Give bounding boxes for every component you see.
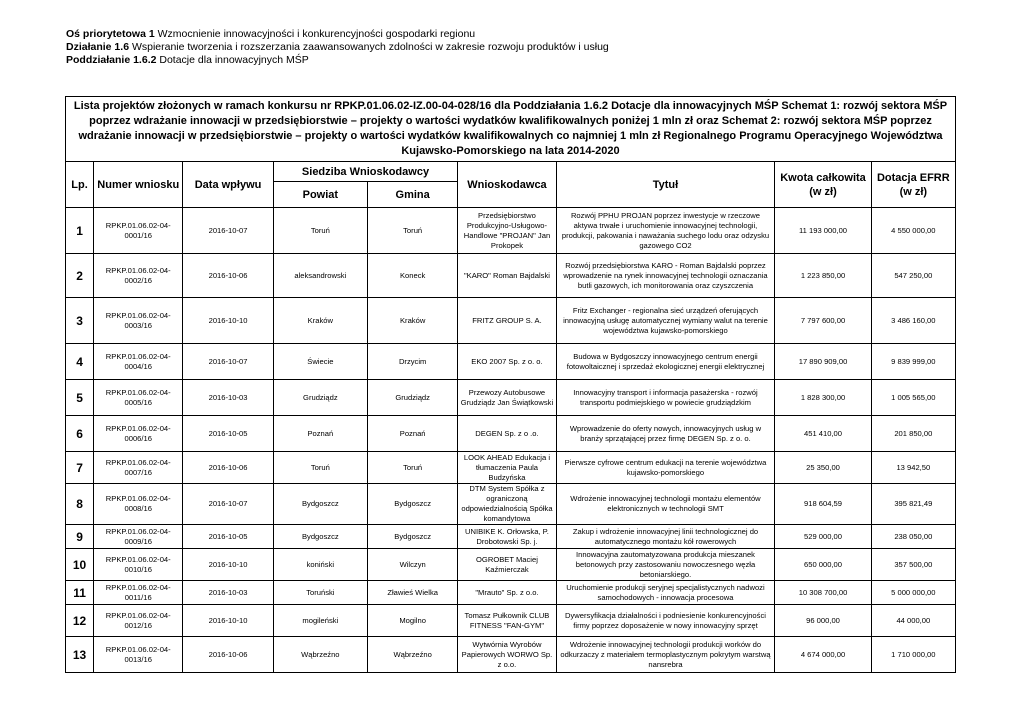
table-row xyxy=(66,254,956,298)
cell-applicant: "KARO" Roman Bajdalski xyxy=(458,254,556,298)
cell-submission-date: 2016-10-06 xyxy=(183,637,273,673)
table-row xyxy=(66,380,956,416)
cell-application-number: RPKP.01.06.02-04-0005/16 xyxy=(94,380,183,416)
priority-axis-label: Oś priorytetowa 1 xyxy=(66,28,155,40)
cell-submission-date: 2016-10-03 xyxy=(183,380,273,416)
col-header-seat: Siedziba Wnioskodawcy xyxy=(273,162,458,182)
cell-total-amount: 7 797 600,00 xyxy=(775,298,871,344)
cell-efrr-grant: 238 050,00 xyxy=(871,525,955,549)
col-header-efrr: Dotacja EFRR (w zł) xyxy=(871,162,955,208)
cell-application-number: RPKP.01.06.02-04-0011/16 xyxy=(94,581,183,605)
cell-project-title: Wprowadzenie do oferty nowych, innowacyjnych usług w branży sprzątającej przez firmę DEGEN Sp. z o. o. xyxy=(556,416,775,452)
cell-project-title: Dywersyfikacja działalności i podniesienie konkurencyjności firmy poprzez doposażenie w nowy innowacyjny sprzęt xyxy=(556,605,775,637)
cell-project-title: Rozwój przedsiębiorstwa KARO - Roman Bajdalski poprzez wprowadzenie na rynek innowacyjnej technologii oznaczania butli gazowych, ich monitorowania oraz czyszczenia xyxy=(556,254,775,298)
cell-row-number: 5 xyxy=(66,380,94,416)
cell-commune: Toruń xyxy=(368,208,458,254)
cell-project-title: Innowacyjny transport i informacja pasażerska - rozwój transportu podmiejskiego w powiecie grudziądzkim xyxy=(556,380,775,416)
cell-county: koniński xyxy=(273,549,367,581)
cell-submission-date: 2016-10-07 xyxy=(183,208,273,254)
cell-efrr-grant: 1 005 565,00 xyxy=(871,380,955,416)
cell-applicant: DTM System Spółka z ograniczoną odpowiedzialnością Spółka komandytowa xyxy=(458,484,556,525)
action-text: Wspieranie tworzenia i rozszerzania zaawansowanych zdolności w zakresie rozwoju produktów i usług xyxy=(131,41,609,53)
cell-commune: Bydgoszcz xyxy=(368,484,458,525)
cell-efrr-grant: 201 850,00 xyxy=(871,416,955,452)
action-label: Działanie 1.6 xyxy=(66,41,130,53)
table-row xyxy=(66,549,956,581)
cell-commune: Grudziądz xyxy=(368,380,458,416)
cell-efrr-grant: 395 821,49 xyxy=(871,484,955,525)
cell-county: Toruń xyxy=(273,452,367,484)
cell-county: Toruński xyxy=(273,581,367,605)
cell-total-amount: 1 828 300,00 xyxy=(775,380,871,416)
subaction-label: Poddziałanie 1.6.2 xyxy=(66,54,157,66)
cell-submission-date: 2016-10-10 xyxy=(183,549,273,581)
cell-county: Świecie xyxy=(273,344,367,380)
cell-submission-date: 2016-10-06 xyxy=(183,452,273,484)
cell-efrr-grant: 13 942,50 xyxy=(871,452,955,484)
col-header-county: Powiat xyxy=(273,182,367,208)
cell-project-title: Uruchomienie produkcji seryjnej specjalistycznych nadwozi samochodowych - innowacja procesowa xyxy=(556,581,775,605)
cell-county: Toruń xyxy=(273,208,367,254)
cell-row-number: 4 xyxy=(66,344,94,380)
cell-row-number: 12 xyxy=(66,605,94,637)
cell-row-number: 7 xyxy=(66,452,94,484)
cell-efrr-grant: 44 000,00 xyxy=(871,605,955,637)
cell-submission-date: 2016-10-10 xyxy=(183,298,273,344)
cell-row-number: 11 xyxy=(66,581,94,605)
cell-application-number: RPKP.01.06.02-04-0007/16 xyxy=(94,452,183,484)
cell-applicant: LOOK AHEAD Edukacja i tłumaczenia Paula Budzyńska xyxy=(458,452,556,484)
cell-total-amount: 918 604,59 xyxy=(775,484,871,525)
cell-row-number: 3 xyxy=(66,298,94,344)
cell-total-amount: 10 308 700,00 xyxy=(775,581,871,605)
col-header-total: Kwota całkowita (w zł) xyxy=(775,162,871,208)
col-header-applicant: Wnioskodawca xyxy=(458,162,556,208)
cell-commune: Toruń xyxy=(368,452,458,484)
cell-applicant: "Mrauto" Sp. z o.o. xyxy=(458,581,556,605)
cell-commune: Zławieś Wielka xyxy=(368,581,458,605)
cell-total-amount: 25 350,00 xyxy=(775,452,871,484)
cell-row-number: 6 xyxy=(66,416,94,452)
table-row xyxy=(66,208,956,254)
cell-project-title: Budowa w Bydgoszczy innowacyjnego centrum energii fotowoltaicznej i sprzedaż ekologicznej energii elektrycznej xyxy=(556,344,775,380)
cell-application-number: RPKP.01.06.02-04-0006/16 xyxy=(94,416,183,452)
cell-application-number: RPKP.01.06.02-04-0013/16 xyxy=(94,637,183,673)
priority-axis-line xyxy=(66,28,609,41)
cell-efrr-grant: 4 550 000,00 xyxy=(871,208,955,254)
action-line xyxy=(66,41,609,54)
cell-project-title: Wdrożenie innowacyjnej technologii produkcji worków do odkurzaczy z materiałem termoplastycznym pokrytym warstwą nansrebra xyxy=(556,637,775,673)
cell-submission-date: 2016-10-06 xyxy=(183,254,273,298)
cell-submission-date: 2016-10-03 xyxy=(183,581,273,605)
cell-commune: Drzycim xyxy=(368,344,458,380)
table-row xyxy=(66,416,956,452)
table-title: Lista projektów złożonych w ramach konkursu nr RPKP.01.06.02-IZ.00-04-028/16 dla Poddziałania 1.6.2 Dotacje dla innowacyjnych MŚP Schemat 1: rozwój sektora MŚP poprzez wdrażanie innowacji w przedsiębiorstwie – projekty o wartości wydatków kwalifikowalnych poniżej 1 mln zł oraz Schemat 2: rozwój sektora MŚP poprzez wdrażanie innowacji w przedsiębiorstwie – projekty o wartości wydatków kwalifikowalnych co najmniej 1 mln zł Regionalnego Programu Operacyjnego Województwa Kujawsko-Pomorskiego na lata 2014-2020 xyxy=(66,97,956,162)
cell-county: Grudziądz xyxy=(273,380,367,416)
cell-submission-date: 2016-10-10 xyxy=(183,605,273,637)
cell-row-number: 2 xyxy=(66,254,94,298)
cell-county: Bydgoszcz xyxy=(273,484,367,525)
cell-applicant: Przewozy Autobusowe Grudziądz Jan Świątkowski xyxy=(458,380,556,416)
cell-project-title: Pierwsze cyfrowe centrum edukacji na terenie województwa kujawsko-pomorskiego xyxy=(556,452,775,484)
cell-county: mogileński xyxy=(273,605,367,637)
cell-application-number: RPKP.01.06.02-04-0004/16 xyxy=(94,344,183,380)
table-row xyxy=(66,637,956,673)
cell-commune: Bydgoszcz xyxy=(368,525,458,549)
cell-county: Kraków xyxy=(273,298,367,344)
cell-total-amount: 650 000,00 xyxy=(775,549,871,581)
cell-application-number: RPKP.01.06.02-04-0001/16 xyxy=(94,208,183,254)
cell-applicant: DEGEN Sp. z o .o. xyxy=(458,416,556,452)
table-row xyxy=(66,452,956,484)
cell-applicant: Tomasz Pułkownik CLUB FITNESS "FAN-GYM" xyxy=(458,605,556,637)
col-header-title: Tytuł xyxy=(556,162,775,208)
table-row xyxy=(66,581,956,605)
cell-application-number: RPKP.01.06.02-04-0009/16 xyxy=(94,525,183,549)
cell-submission-date: 2016-10-05 xyxy=(183,416,273,452)
cell-total-amount: 17 890 909,00 xyxy=(775,344,871,380)
cell-row-number: 1 xyxy=(66,208,94,254)
cell-row-number: 13 xyxy=(66,637,94,673)
document-header xyxy=(66,28,609,67)
cell-project-title: Innowacyjna zautomatyzowana produkcja mieszanek betonowych przy zastosowaniu nowoczesnego węzła betoniarskiego. xyxy=(556,549,775,581)
table-row xyxy=(66,344,956,380)
cell-application-number: RPKP.01.06.02-04-0003/16 xyxy=(94,298,183,344)
cell-commune: Koneck xyxy=(368,254,458,298)
cell-efrr-grant: 3 486 160,00 xyxy=(871,298,955,344)
cell-submission-date: 2016-10-07 xyxy=(183,344,273,380)
table-row xyxy=(66,484,956,525)
table-body xyxy=(66,208,956,673)
cell-county: aleksandrowski xyxy=(273,254,367,298)
cell-total-amount: 4 674 000,00 xyxy=(775,637,871,673)
cell-submission-date: 2016-10-05 xyxy=(183,525,273,549)
cell-project-title: Zakup i wdrożenie innowacyjnej linii technologicznej do automatycznego montażu kół rowerowych xyxy=(556,525,775,549)
col-header-commune: Gmina xyxy=(368,182,458,208)
col-header-lp: Lp. xyxy=(66,162,94,208)
cell-commune: Mogilno xyxy=(368,605,458,637)
table-row xyxy=(66,298,956,344)
cell-total-amount: 11 193 000,00 xyxy=(775,208,871,254)
cell-total-amount: 451 410,00 xyxy=(775,416,871,452)
cell-total-amount: 529 000,00 xyxy=(775,525,871,549)
table-row xyxy=(66,525,956,549)
cell-project-title: Fritz Exchanger - regionalna sieć urządzeń oferujących innowacyjną usługę automatycznej wymiany walut na terenie województwa kujawsko-pomorskiego xyxy=(556,298,775,344)
cell-commune: Poznań xyxy=(368,416,458,452)
col-header-date: Data wpływu xyxy=(183,162,273,208)
cell-row-number: 9 xyxy=(66,525,94,549)
cell-row-number: 8 xyxy=(66,484,94,525)
cell-applicant: EKO 2007 Sp. z o. o. xyxy=(458,344,556,380)
cell-submission-date: 2016-10-07 xyxy=(183,484,273,525)
cell-efrr-grant: 357 500,00 xyxy=(871,549,955,581)
cell-application-number: RPKP.01.06.02-04-0012/16 xyxy=(94,605,183,637)
subaction-line xyxy=(66,54,609,67)
cell-county: Wąbrzeźno xyxy=(273,637,367,673)
cell-total-amount: 1 223 850,00 xyxy=(775,254,871,298)
cell-county: Poznań xyxy=(273,416,367,452)
cell-applicant: OGROBET Maciej Kaźmierczak xyxy=(458,549,556,581)
col-header-number: Numer wniosku xyxy=(94,162,183,208)
cell-efrr-grant: 9 839 999,00 xyxy=(871,344,955,380)
cell-efrr-grant: 5 000 000,00 xyxy=(871,581,955,605)
cell-application-number: RPKP.01.06.02-04-0008/16 xyxy=(94,484,183,525)
subaction-text: Dotacje dla innowacyjnych MŚP xyxy=(159,54,309,66)
cell-project-title: Wdrożenie innowacyjnej technologii montażu elementów elektronicznych w technologii SMT xyxy=(556,484,775,525)
cell-total-amount: 96 000,00 xyxy=(775,605,871,637)
cell-county: Bydgoszcz xyxy=(273,525,367,549)
table-row xyxy=(66,605,956,637)
cell-applicant: Wytwórnia Wyrobów Papierowych WORWO Sp. z o.o. xyxy=(458,637,556,673)
priority-axis-text: Wzmocnienie innowacyjności i konkurencyjności gospodarki regionu xyxy=(157,28,476,40)
cell-commune: Kraków xyxy=(368,298,458,344)
cell-applicant: UNIBIKE K. Orłowska, P. Drobotowski Sp. j. xyxy=(458,525,556,549)
cell-row-number: 10 xyxy=(66,549,94,581)
cell-efrr-grant: 1 710 000,00 xyxy=(871,637,955,673)
cell-applicant: Przedsiębiorstwo Produkcyjno-Usługowo-Handlowe "PROJAN" Jan Prokopek xyxy=(458,208,556,254)
cell-project-title: Rozwój PPHU PROJAN poprzez inwestycje w rzeczowe aktywa trwałe i uruchomienie innowacyjnej technologii, produkcji, pakowania i naważania suchego lodu oraz odzysku gazowego CO2 xyxy=(556,208,775,254)
cell-application-number: RPKP.01.06.02-04-0002/16 xyxy=(94,254,183,298)
cell-efrr-grant: 547 250,00 xyxy=(871,254,955,298)
cell-commune: Wąbrzeźno xyxy=(368,637,458,673)
cell-application-number: RPKP.01.06.02-04-0010/16 xyxy=(94,549,183,581)
project-list-table xyxy=(65,96,956,673)
cell-applicant: FRITZ GROUP S. A. xyxy=(458,298,556,344)
cell-commune: Wilczyn xyxy=(368,549,458,581)
